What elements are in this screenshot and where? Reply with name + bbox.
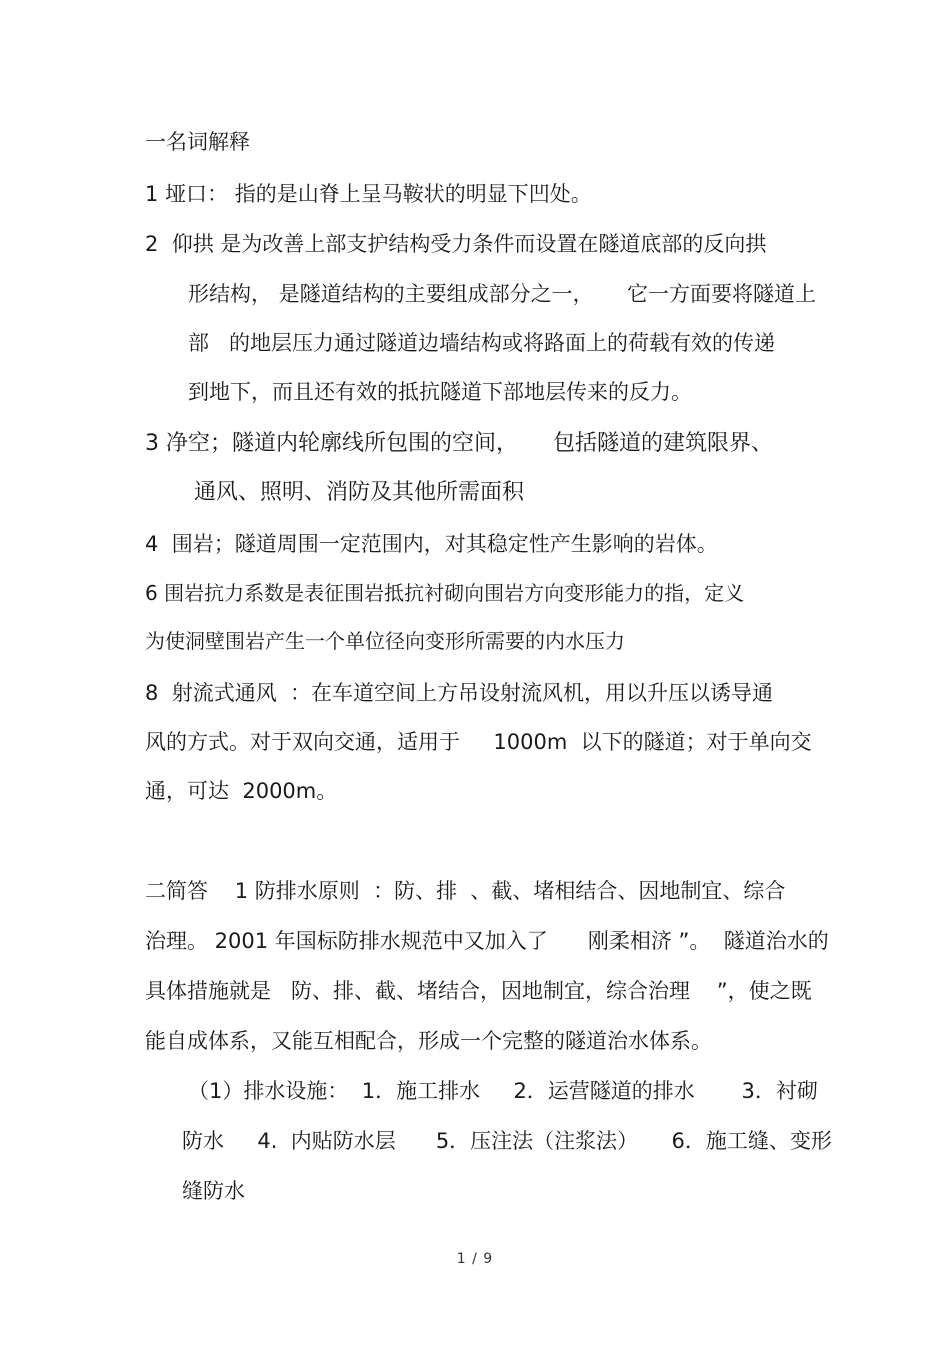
definition-6-line-2: 为使洞壁围岩产生一个单位径向变形所需要的内水压力	[145, 629, 625, 653]
page-number: 1 / 9	[456, 1251, 494, 1267]
measures-line-1: （1）排水设施： 1．施工排水 2．运营隧道的排水 3．衬砌	[188, 1079, 818, 1103]
section-heading-definitions: 一名词解释	[145, 130, 250, 154]
definition-3-line-2: 通风、照明、消防及其他所需面积	[194, 480, 525, 505]
definition-2-line-4: 到地下，而且还有效的抵抗隧道下部地层传来的反力。	[188, 380, 692, 404]
definition-1: 1 垭口： 指的是山脊上呈马鞍状的明显下凹处。	[145, 182, 592, 206]
definition-8-line-1: 8 射流式通风 ：在车道空间上方吊设射流风机，用以升压以诱导通	[145, 681, 774, 705]
definition-2-line-2: 形结构， 是隧道结构的主要组成部分之一， 它一方面要将隧道上	[188, 282, 817, 306]
measures-line-2: 防水 4. 内贴防水层 5．压注法（注浆法） 6．施工缝、变形	[182, 1129, 832, 1153]
short-answer-line-2: 治理。 2001 年国标防排水规范中又加入了 刚柔相济 ”。 隧道治水的	[145, 929, 829, 953]
short-answer-line-4: 能自成体系，又能互相配合，形成一个完整的隧道治水体系。	[145, 1029, 712, 1053]
definition-2-line-3: 部 的地层压力通过隧道边墙结构或将路面上的荷载有效的传递	[188, 331, 776, 355]
definition-3-line-1: 3 净空；隧道内轮廓线所包围的空间， 包括隧道的建筑限界、	[145, 431, 773, 456]
short-answer-line-3: 具体措施就是 防、排、截、堵结合，因地制宜，综合治理 ”，使之既	[145, 979, 812, 1003]
definition-6-line-1: 6 围岩抗力系数是表征围岩抵抗衬砌向围岩方向变形能力的指，定义	[145, 581, 745, 605]
definition-8-line-2: 风的方式。对于双向交通，适用于 1000m 以下的隧道；对于单向交	[145, 730, 812, 754]
short-answer-line-1: 二简答 1 防排水原则 ：防、排 、截、堵相结合、因地制宜、综合	[145, 879, 786, 903]
definition-4: 4 围岩；隧道周围一定范围内，对其稳定性产生影响的岩体。	[145, 532, 718, 556]
definition-8-line-3: 通，可达 2000m。	[145, 779, 338, 803]
definition-2-line-1: 2 仰拱 是为改善上部支护结构受力条件而设置在隧道底部的反向拱	[145, 232, 767, 256]
measures-line-3: 缝防水	[182, 1179, 245, 1203]
